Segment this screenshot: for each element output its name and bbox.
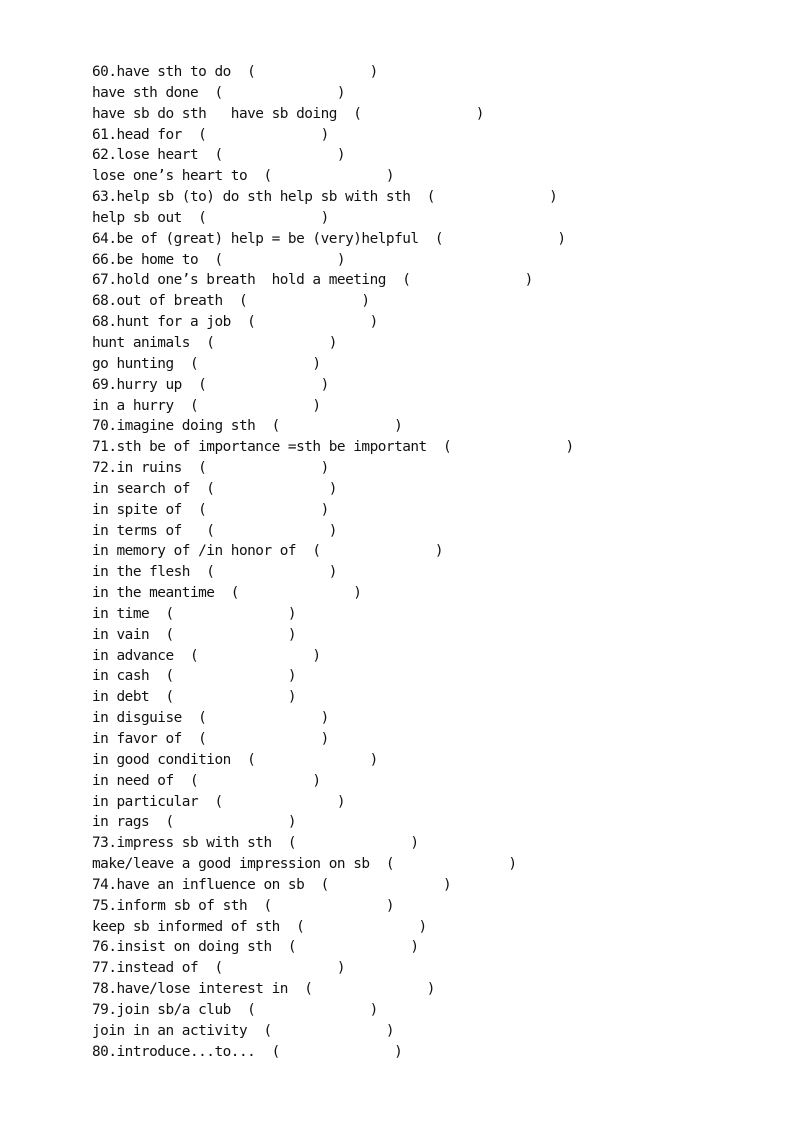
phrase-line: 68.out of breath ( ) xyxy=(92,293,370,310)
phrase-list xyxy=(92,62,574,1063)
phrase-line: in cash ( ) xyxy=(92,668,297,685)
phrase-line: 66.be home to ( ) xyxy=(92,251,346,268)
phrase-line: in spite of ( ) xyxy=(92,501,329,518)
phrase-line: in good condition ( ) xyxy=(92,751,378,768)
phrase-line: in rags ( ) xyxy=(92,814,297,831)
phrase-line: in the meantime ( ) xyxy=(92,585,362,602)
phrase-line: 64.be of (great) help = be (very)helpful ( ) xyxy=(92,230,566,247)
phrase-line: 74.have an influence on sb ( ) xyxy=(92,876,452,893)
phrase-line: 60.have sth to do ( ) xyxy=(92,64,378,80)
phrase-line: 75.inform sb of sth ( ) xyxy=(92,897,395,914)
phrase-line: in the flesh ( ) xyxy=(92,564,337,581)
phrase-line: in advance ( ) xyxy=(92,647,321,664)
phrase-line: help sb out ( ) xyxy=(92,209,329,226)
phrase-line: in disguise ( ) xyxy=(92,710,329,727)
phrase-line: make/leave a good impression on sb ( ) xyxy=(92,856,517,873)
phrase-line: 76.insist on doing sth ( ) xyxy=(92,939,419,956)
phrase-line: 79.join sb/a club ( ) xyxy=(92,1001,378,1018)
phrase-line: 63.help sb (to) do sth help sb with sth ( ) xyxy=(92,189,558,206)
phrase-line: in debt ( ) xyxy=(92,689,297,706)
phrase-line: in search of ( ) xyxy=(92,480,337,497)
phrase-line: 69.hurry up ( ) xyxy=(92,376,329,393)
phrase-line: 70.imagine doing sth ( ) xyxy=(92,418,403,435)
phrase-line: 62.lose heart ( ) xyxy=(92,147,346,164)
phrase-line: 73.impress sb with sth ( ) xyxy=(92,835,419,852)
phrase-line: have sth done ( ) xyxy=(92,84,346,101)
phrase-line: in time ( ) xyxy=(92,605,297,622)
phrase-line: 77.instead of ( ) xyxy=(92,960,346,977)
phrase-line: hunt animals ( ) xyxy=(92,334,337,351)
phrase-line: keep sb informed of sth ( ) xyxy=(92,918,427,935)
phrase-line: join in an activity ( ) xyxy=(92,1022,395,1039)
phrase-line: 72.in ruins ( ) xyxy=(92,460,329,477)
phrase-line: have sb do sth have sb doing ( ) xyxy=(92,105,484,122)
phrase-line: in terms of ( ) xyxy=(92,522,337,539)
phrase-line: lose one’s heart to ( ) xyxy=(92,168,395,185)
phrase-line: in particular ( ) xyxy=(92,793,346,810)
phrase-line: 61.head for ( ) xyxy=(92,126,329,143)
phrase-line: in favor of ( ) xyxy=(92,731,329,747)
phrase-line: in a hurry ( ) xyxy=(92,397,321,414)
phrase-line: in vain ( ) xyxy=(92,626,297,643)
phrase-line: go hunting ( ) xyxy=(92,355,321,372)
phrase-line: in need of ( ) xyxy=(92,772,321,789)
phrase-line: 78.have/lose interest in ( ) xyxy=(92,981,435,998)
phrase-line: in memory of /in honor of ( ) xyxy=(92,543,444,560)
phrase-line: 71.sth be of importance =sth be important ( ) xyxy=(92,439,574,456)
phrase-line: 67.hold one’s breath hold a meeting ( ) xyxy=(92,272,533,289)
phrase-line: 68.hunt for a job ( ) xyxy=(92,314,378,331)
phrase-line: 80.introduce...to... ( ) xyxy=(92,1043,403,1060)
